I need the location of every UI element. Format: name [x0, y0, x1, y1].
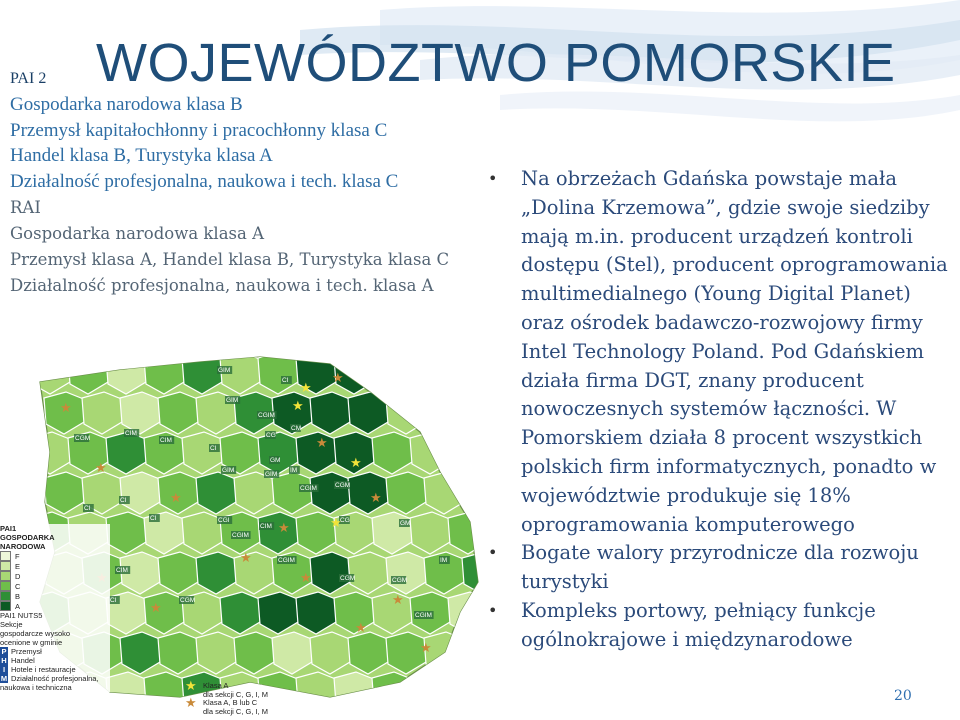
map-section-label: GM — [400, 520, 411, 527]
legend-sections: Sekcje — [0, 620, 23, 629]
page-number: 20 — [894, 688, 912, 704]
legend-class-row — [0, 591, 110, 601]
star-icon: ★ — [185, 695, 197, 710]
map-section-label: CG — [340, 517, 350, 524]
legend-title: PAI1 — [0, 524, 17, 533]
legend-swatch — [0, 561, 11, 571]
map-star-icon: ★ — [370, 491, 382, 506]
legend-section-row: H Handel — [1, 656, 35, 665]
map-star-icon: ★ — [392, 593, 404, 608]
map-star-icon: ★ — [420, 641, 432, 656]
map-section-label: CI — [150, 515, 157, 522]
map-section-label: CGM — [392, 577, 408, 584]
pai-line: Działalność profesjonalna, naukowa i tech. klasa C — [10, 171, 399, 193]
map-section-label: CIM — [125, 430, 137, 437]
map-section-label: CM — [291, 425, 302, 432]
map-section-label: CGM — [335, 482, 351, 489]
map-star-icon: ★ — [332, 371, 344, 386]
map-section-label: CI — [84, 505, 91, 512]
legend-nuts: PAI1 NUTS5 — [0, 611, 43, 620]
map-star-icon: ★ — [150, 601, 162, 616]
rai-line: RAI — [10, 197, 41, 217]
map-star-icon: ★ — [60, 401, 72, 416]
bullet-item: • Na obrzeżach Gdańska powstaje mała „Dolina Krzemowa”, gdzie swoje siedziby mają m.in. producent urządzeń kontroli dostępu (Stel), producent oprogramowania multimedialnego (Young Digital Planet) oraz ośrodek badawczo-rozwojowy firmy Intel Technology Poland. Pod Gdańskiem działa firma DGT, znany producent nowoczesnych systemów łączności. W Pomorskiem działa 8 procent wszystkich polskich firm informatycznych, ponadto w województwie produkuje się 18% oprogramowania komputerowego — [488, 165, 958, 539]
legend-swatch — [0, 571, 11, 581]
legend-title: GOSPODARKA — [0, 533, 55, 542]
map-section-label: CIM — [160, 437, 172, 444]
map-section-label: CGM — [180, 597, 196, 604]
pai-line: PAI 2 — [10, 70, 47, 87]
map-star-icon: ★ — [292, 399, 304, 414]
map-legend — [0, 524, 110, 692]
map-star-icon: ★ — [350, 456, 362, 471]
legend-class-label: F — [15, 551, 20, 561]
map-section-label: CGI — [218, 517, 230, 524]
map-star-icon: ★ — [316, 436, 328, 451]
pai-line: Gospodarka narodowa klasa B — [10, 93, 243, 115]
map-star-icon: ★ — [95, 461, 107, 476]
legend-section-row: P Przemysł — [1, 647, 42, 656]
map-star-icon: ★ — [170, 491, 182, 506]
pai-line: Przemysł kapitałochłonny i pracochłonny klasa C — [10, 119, 388, 141]
legend-class-row — [0, 551, 110, 561]
star-icon: ★ — [185, 678, 197, 693]
map-star-icon: ★ — [355, 621, 367, 636]
legend-class-label: E — [15, 561, 21, 571]
star-legend-label: dla sekcji C, G, I, M — [203, 706, 269, 716]
legend-swatch — [0, 601, 11, 611]
map-section-label: GIM — [226, 397, 239, 404]
star-legend-label: dla sekcji C, G, I, M — [203, 689, 269, 699]
map-star-icon: ★ — [300, 571, 312, 586]
legend-sections: ocenione w gminie — [0, 638, 63, 647]
map-section-label: CI — [110, 597, 117, 604]
rai-line: Działalność profesjonalna, naukowa i tech. klasa A — [10, 275, 434, 295]
legend-class-label: D — [15, 571, 21, 581]
bullet-item: • Bogate walory przyrodnicze dla rozwoju turystyki — [488, 539, 958, 597]
map-section-label: CGIM — [415, 612, 432, 619]
map-section-label: IM — [440, 557, 448, 564]
map-section-label: CGIM — [300, 485, 317, 492]
star-legend-label: Klasa A — [203, 681, 229, 690]
legend-class-label: A — [15, 601, 21, 611]
rai-line: Gospodarka narodowa klasa A — [10, 223, 265, 243]
bullet-item: • Kompleks portowy, pełniący funkcje ogólnokrajowe i międzynarodowe — [488, 597, 958, 655]
legend-class-label: C — [15, 581, 21, 591]
legend-swatch — [0, 581, 11, 591]
legend-class-row — [0, 561, 110, 571]
map-section-label: CIM — [260, 523, 272, 530]
bullet-list — [488, 165, 958, 655]
map-section-label: CGM — [75, 435, 91, 442]
legend-class-label: B — [15, 591, 21, 601]
map-section-label: CG — [266, 432, 276, 439]
map-section-label: CGM — [340, 575, 356, 582]
map-section-label: GIM — [265, 471, 278, 478]
map-star-icon: ★ — [330, 516, 342, 531]
map-section-label: CGIM — [258, 412, 275, 419]
legend-swatch — [0, 591, 11, 601]
map-section-label: CIM — [116, 567, 128, 574]
map-star-icon: ★ — [300, 381, 312, 396]
rai-line: Przemysł klasa A, Handel klasa B, Turystyka klasa C — [10, 249, 450, 269]
map-section-label: GIM — [222, 467, 235, 474]
legend-class-row — [0, 571, 110, 581]
star-legend-label: Klasa A, B lub C — [203, 698, 258, 707]
map-star-icon: ★ — [278, 521, 290, 536]
legend-title: NARODOWA — [0, 542, 46, 551]
pai-line: Handel klasa B, Turystyka klasa A — [10, 145, 273, 167]
map-section-label: CGIM — [232, 532, 249, 539]
legend-swatch — [0, 551, 11, 561]
legend-sections: gospodarcze wysoko — [0, 629, 71, 638]
map-section-label: CI — [210, 445, 217, 452]
map-section-label: GM — [270, 457, 281, 464]
map-section-label: CGIM — [278, 557, 295, 564]
legend-section-row: I Hotele i restauracje — [0, 665, 110, 674]
map-section-label: CI — [120, 497, 127, 504]
map-section-label: GIM — [218, 367, 231, 374]
slide-title: WOJEWÓDZTWO POMORSKIE — [96, 33, 896, 93]
star-legend — [185, 678, 285, 716]
legend-section-row: M Działalność profesjonalna, naukowa i techniczna — [0, 674, 99, 692]
legend-class-row — [0, 581, 110, 591]
map-section-label: IM — [290, 467, 298, 474]
map-star-icon: ★ — [240, 551, 252, 566]
map-section-label: CI — [282, 377, 289, 384]
pai-summary — [10, 66, 500, 299]
legend-class-row — [0, 601, 110, 611]
